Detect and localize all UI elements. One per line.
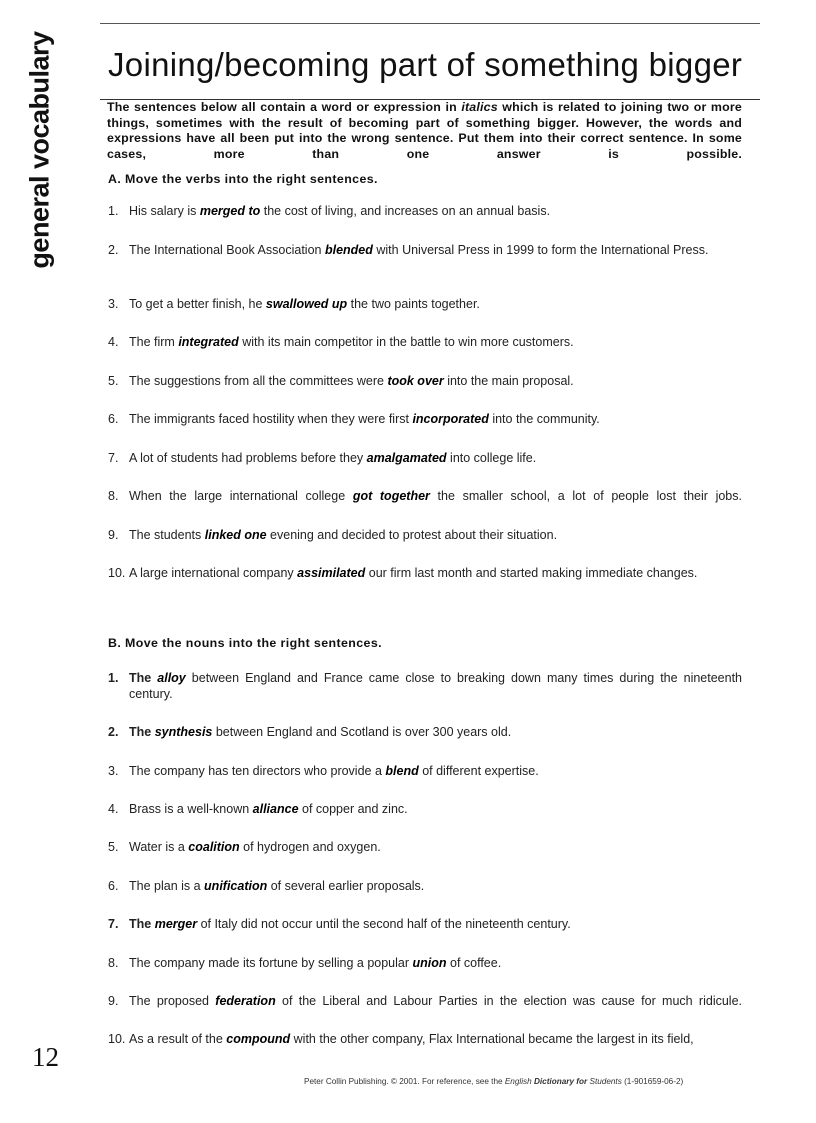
italics-word: italics — [461, 100, 498, 114]
exercise-item — [108, 993, 742, 1009]
exercise-item — [108, 839, 742, 855]
item-sentence: His salary is merged to the cost of living, and increases on an annual basis. — [129, 204, 551, 218]
target-word: swallowed up — [265, 297, 348, 311]
target-word: incorporated — [412, 412, 489, 426]
target-word: federation — [215, 994, 276, 1008]
item-sentence: The company made its fortune by selling a popular union of coffee. — [129, 956, 502, 970]
exercise-item — [108, 724, 742, 740]
exercise-item — [108, 565, 742, 581]
target-word: alliance — [252, 802, 299, 816]
target-word: amalgamated — [366, 451, 447, 465]
target-word: integrated — [178, 335, 239, 349]
item-sentence: The students linked one evening and decided to protest about their situation. — [129, 528, 558, 542]
item-sentence: When the large international college got together the smaller school, a lot of people lost their jobs. — [129, 489, 742, 503]
item-number: 10. — [108, 1032, 126, 1046]
target-word: took over — [387, 374, 444, 388]
exercise-item — [108, 296, 742, 312]
item-sentence: The synthesis between England and Scotland is over 300 years old. — [129, 725, 512, 739]
item-number: 5. — [108, 374, 119, 388]
footer-credit: Peter Collin Publishing. © 2001. For reference, see the English Dictionary for Students (1-901659-06-2) — [304, 1077, 684, 1086]
exercise-item — [108, 242, 742, 258]
item-number: 1. — [108, 671, 119, 685]
exercise-item — [108, 203, 742, 219]
exercise-item — [108, 450, 742, 466]
exercise-item — [108, 527, 742, 543]
item-sentence: The firm integrated with its main competitor in the battle to win more customers. — [129, 335, 574, 349]
item-number: 2. — [108, 725, 119, 739]
target-word: assimilated — [297, 566, 366, 580]
exercise-item — [108, 801, 742, 817]
target-word: linked one — [204, 528, 267, 542]
exercise-item — [108, 878, 742, 894]
instructions: The sentences below all contain a word or expression in italics which is related to joining two or more things, sometimes with the result of becoming part of something bigger. However, the words and expressions have all been put into the wrong sentence. Put them into their correct sentence. In some cases, more than one answer is possible. — [107, 100, 743, 161]
item-number: 4. — [108, 802, 119, 816]
target-word: union — [412, 956, 447, 970]
item-sentence: The alloy between England and France came close to breaking down many times during the nineteenth century. — [129, 671, 742, 701]
target-word: alloy — [157, 671, 186, 685]
item-sentence: Brass is a well-known alliance of copper and zinc. — [129, 802, 408, 816]
item-sentence: The International Book Association blended with Universal Press in 1999 to form the International Press. — [129, 243, 709, 257]
exercise-item — [108, 411, 742, 427]
target-word: unification — [204, 879, 268, 893]
section-a-heading: A. Move the verbs into the right sentences. — [108, 172, 378, 186]
item-number: 10. — [108, 566, 126, 580]
item-number: 6. — [108, 412, 119, 426]
item-sentence: Water is a coalition of hydrogen and oxygen. — [129, 840, 381, 854]
target-word: merger — [154, 917, 198, 931]
page-title: Joining/becoming part of something bigger — [108, 46, 743, 83]
item-number: 7. — [108, 917, 119, 931]
page-number: 12 — [32, 1042, 59, 1072]
item-number: 7. — [108, 451, 119, 465]
target-word: blended — [324, 243, 373, 257]
item-number: 8. — [108, 956, 119, 970]
item-number: 2. — [108, 243, 119, 257]
exercise-item — [108, 373, 742, 389]
item-sentence: The plan is a unification of several earlier proposals. — [129, 879, 425, 893]
item-sentence: The company has ten directors who provide a blend of different expertise. — [129, 764, 539, 778]
item-number: 3. — [108, 764, 119, 778]
target-word: blend — [385, 764, 419, 778]
item-number: 1. — [108, 204, 119, 218]
item-sentence: The suggestions from all the committees were took over into the main proposal. — [129, 374, 574, 388]
item-sentence: A lot of students had problems before they amalgamated into college life. — [129, 451, 537, 465]
item-number: 8. — [108, 489, 119, 503]
exercise-item — [108, 1031, 742, 1047]
item-sentence: A large international company assimilated our firm last month and started making immediate changes. — [129, 566, 698, 580]
exercise-item — [108, 334, 742, 350]
item-number: 4. — [108, 335, 119, 349]
item-number: 5. — [108, 840, 119, 854]
exercise-item — [108, 670, 742, 702]
target-word: synthesis — [154, 725, 213, 739]
target-word: got together — [352, 489, 430, 503]
item-number: 9. — [108, 528, 119, 542]
item-sentence: As a result of the compound with the other company, Flax International became the largest in its field, — [129, 1032, 694, 1046]
item-sentence: The merger of Italy did not occur until the second half of the nineteenth century. — [129, 917, 571, 931]
item-sentence: The proposed federation of the Liberal and Labour Parties in the election was cause for much ridicule. — [129, 994, 742, 1008]
item-number: 3. — [108, 297, 119, 311]
item-sentence: To get a better finish, he swallowed up the two paints together. — [129, 297, 480, 311]
item-number: 9. — [108, 994, 119, 1008]
item-number: 6. — [108, 879, 119, 893]
section-b-heading: B. Move the nouns into the right sentences. — [108, 636, 382, 650]
item-sentence: The immigrants faced hostility when they were first incorporated into the community. — [129, 412, 600, 426]
target-word: compound — [226, 1032, 291, 1046]
exercise-item — [108, 763, 742, 779]
target-word: merged to — [199, 204, 261, 218]
target-word: coalition — [188, 840, 240, 854]
exercise-item — [108, 916, 742, 932]
top-rule — [100, 23, 760, 24]
exercise-item — [108, 955, 742, 971]
exercise-item — [108, 488, 742, 504]
